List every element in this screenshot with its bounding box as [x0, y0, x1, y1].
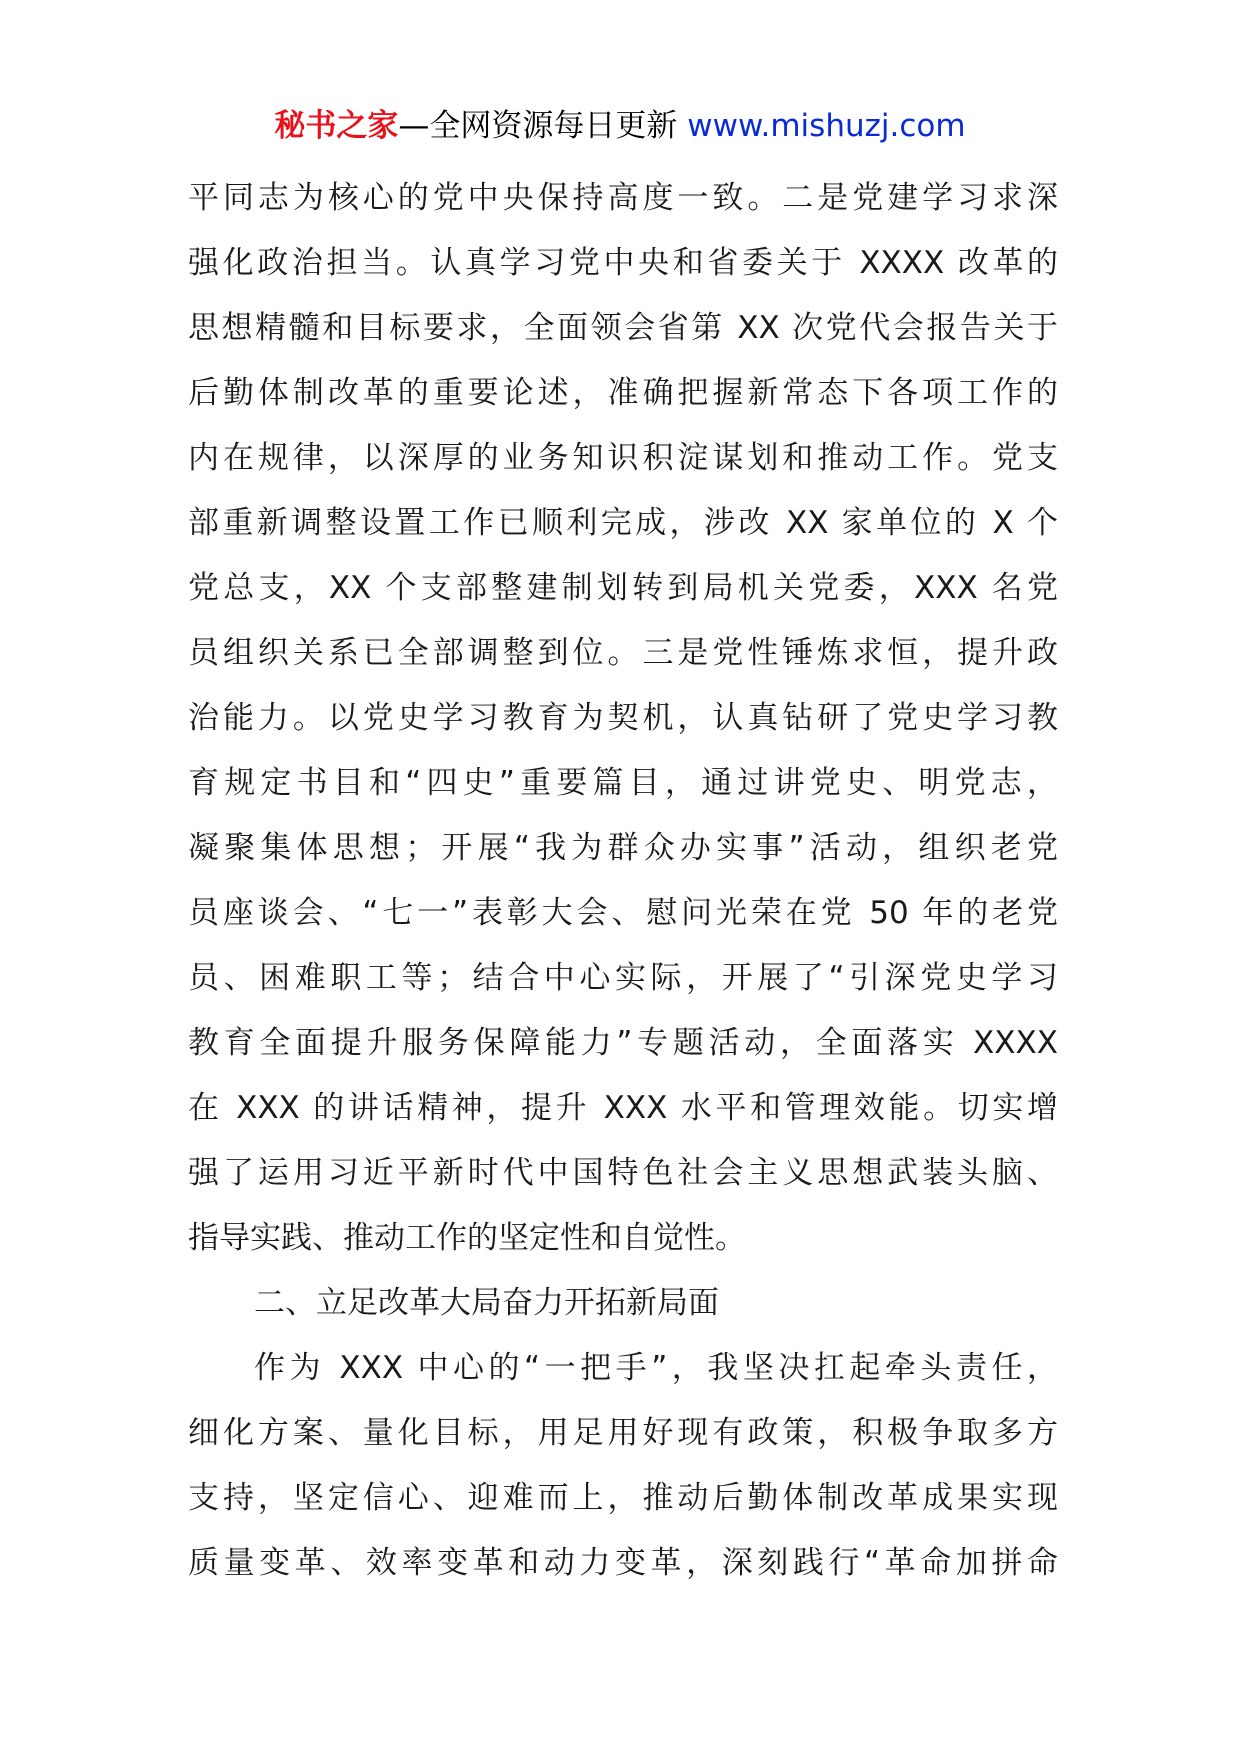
- text-line: 治能力。以党史学习教育为契机，认真钻研了党史学习教: [188, 700, 1058, 736]
- document-body: [188, 166, 1058, 1596]
- site-url-link[interactable]: www.mishuzj.com: [687, 108, 966, 144]
- brand-name: 秘书之家: [274, 108, 399, 144]
- text-line: 平同志为核心的党中央保持高度一致。二是党建学习求深: [188, 180, 1058, 216]
- text-line: 员座谈会、“七一”表彰大会、慰问光荣在党 50 年的老党: [188, 895, 1058, 931]
- text-line: 质量变革、效率变革和动力变革，深刻践行“革命加拼命: [188, 1545, 1058, 1581]
- text-line: 育规定书目和“四史”重要篇目，通过讲党史、明党志，: [188, 765, 1058, 801]
- text-line: 支持，坚定信心、迎难而上，推动后勤体制改革成果实现: [188, 1480, 1058, 1516]
- header-tagline: —全网资源每日更新: [398, 108, 678, 144]
- page-header: [0, 104, 1240, 148]
- text-line: 教育全面提升服务保障能力”专题活动，全面落实 XXXX: [188, 1025, 1058, 1061]
- section-heading: 二、立足改革大局奋力开拓新局面: [254, 1285, 719, 1321]
- text-line: 员、困难职工等；结合中心实际，开展了“引深党史学习: [188, 960, 1058, 996]
- text-line: 后勤体制改革的重要论述，准确把握新常态下各项工作的: [188, 375, 1058, 411]
- text-line: 细化方案、量化目标，用足用好现有政策，积极争取多方: [188, 1415, 1058, 1451]
- text-line: 思想精髓和目标要求，全面领会省第 XX 次党代会报告关于: [188, 310, 1058, 346]
- text-line: 强了运用习近平新时代中国特色社会主义思想武装头脑、: [188, 1155, 1058, 1191]
- text-line: 内在规律，以深厚的业务知识积淀谋划和推动工作。党支: [188, 440, 1058, 476]
- text-line: 员组织关系已全部调整到位。三是党性锤炼求恒，提升政: [188, 635, 1058, 671]
- text-line: 部重新调整设置工作已顺利完成，涉改 XX 家单位的 X 个: [188, 505, 1058, 541]
- text-line: 党总支，XX 个支部整建制划转到局机关党委，XXX 名党: [188, 570, 1058, 606]
- text-line: 凝聚集体思想；开展“我为群众办实事”活动，组织老党: [188, 830, 1058, 866]
- text-line: 指导实践、推动工作的坚定性和自觉性。: [188, 1220, 746, 1256]
- text-line: 强化政治担当。认真学习党中央和省委关于 XXXX 改革的: [188, 245, 1058, 281]
- text-line: 作为 XXX 中心的“一把手”，我坚决扛起牵头责任，: [254, 1350, 1058, 1386]
- text-line: 在 XXX 的讲话精神，提升 XXX 水平和管理效能。切实增: [188, 1090, 1058, 1126]
